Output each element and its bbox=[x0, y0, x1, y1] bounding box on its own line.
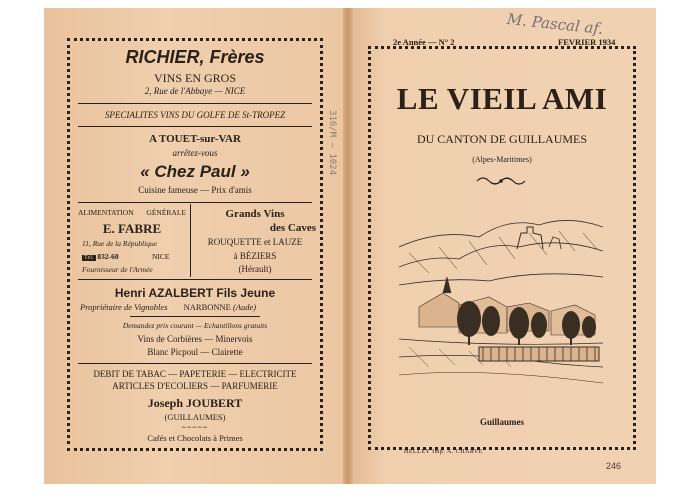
archive-stamp: 316/M — 1024 bbox=[327, 110, 337, 176]
fabre-header-right: GÉNÉRALE bbox=[146, 208, 186, 217]
fabre-city: NICE bbox=[152, 252, 170, 261]
chez-paul-name: « Chez Paul » bbox=[140, 162, 250, 181]
azalbert-wines-2: Blanc Picpoul — Clairette bbox=[147, 347, 243, 357]
chez-paul-tagline: Cuisine fameuse — Prix d'amis bbox=[138, 185, 252, 195]
divider bbox=[78, 202, 312, 203]
chez-paul-stop: arrêtez-vous bbox=[172, 148, 218, 158]
column-divider bbox=[190, 204, 191, 277]
caves-line2: des Caves bbox=[269, 222, 316, 234]
caves-city: à BÉZIERS bbox=[233, 251, 277, 261]
azalbert-wines-1: Vins de Corbières — Minervois bbox=[137, 334, 253, 344]
divider bbox=[78, 103, 312, 104]
joubert-place: (GUILLAUMES) bbox=[164, 412, 226, 422]
advertisement-frame bbox=[67, 38, 323, 451]
richier-name: RICHIER, Frères bbox=[125, 47, 265, 67]
caves-owners: ROUQUETTE et LAUZE bbox=[207, 237, 303, 247]
joubert-name: Joseph JOUBERT bbox=[147, 396, 243, 410]
book-spine bbox=[343, 8, 353, 484]
short-divider bbox=[130, 316, 260, 317]
azalbert-city: NARBONNE bbox=[183, 302, 231, 312]
cover-subtitle: DU CANTON DE GUILLAUMES bbox=[416, 132, 588, 146]
fabre-supplier: Fournisseur de l'Armée bbox=[82, 265, 153, 274]
azalbert-name: Henri AZALBERT Fils Jeune bbox=[114, 286, 276, 300]
guillaumes-illustration bbox=[399, 207, 603, 395]
fabre-phone bbox=[82, 252, 119, 261]
richier-specialty: SPECIALITES VINS DU GOLFE DE St-TROPEZ bbox=[104, 110, 286, 120]
cover-title: LE VIEIL AMI bbox=[396, 81, 608, 116]
cover-region: (Alpes-Maritimes) bbox=[472, 155, 532, 164]
azalbert-offer: Demandez prix courant — Echantillons gratuits bbox=[122, 321, 268, 330]
azalbert-role: Propriétaire de Vignobles bbox=[80, 302, 168, 312]
joubert-products: Cafés et Chocolats à Primes bbox=[147, 433, 243, 443]
richier-trade: VINS EN GROS bbox=[153, 71, 236, 85]
fabre-phone-number: 832-60 bbox=[97, 252, 119, 261]
handwritten-note: M. Pascal af. bbox=[506, 10, 605, 38]
divider bbox=[78, 279, 312, 280]
page-number: 246 bbox=[606, 461, 622, 471]
azalbert-role-line bbox=[80, 302, 256, 312]
joubert-line2: ARTICLES D'ECOLIERS — PARFUMERIE bbox=[112, 381, 278, 391]
fabre-address: 11, Rue de la République bbox=[82, 239, 158, 248]
printer-line: HELLEY Imp. A. CHARVE bbox=[404, 449, 483, 455]
cover-frame bbox=[368, 46, 636, 450]
fabre-header-left: ALIMENTATION bbox=[78, 208, 134, 217]
issue-number: 2e Année — N° 2 bbox=[393, 37, 455, 47]
joubert-line1: DEBIT DE TABAC — PAPETERIE — ELECTRICITE bbox=[93, 369, 297, 379]
phone-icon: Tél. bbox=[84, 255, 94, 261]
caves-dept: (Hérault) bbox=[238, 264, 272, 274]
issue-date: FEVRIER 1934 bbox=[558, 37, 616, 47]
chez-paul-location: A TOUET-sur-VAR bbox=[149, 133, 241, 145]
ornament-icon bbox=[475, 175, 527, 187]
azalbert-dept: (Aude) bbox=[233, 302, 257, 312]
illustration-caption: Guillaumes bbox=[479, 417, 524, 427]
richier-address: 2, Rue de l'Abbaye — NICE bbox=[144, 86, 246, 96]
fabre-header bbox=[78, 208, 186, 217]
divider bbox=[78, 363, 312, 364]
divider bbox=[78, 126, 312, 127]
fabre-name: E. FABRE bbox=[102, 221, 162, 236]
flourish-ornament: ~~~~~ bbox=[181, 423, 209, 432]
caves-line1: Grands Vins bbox=[225, 208, 285, 220]
